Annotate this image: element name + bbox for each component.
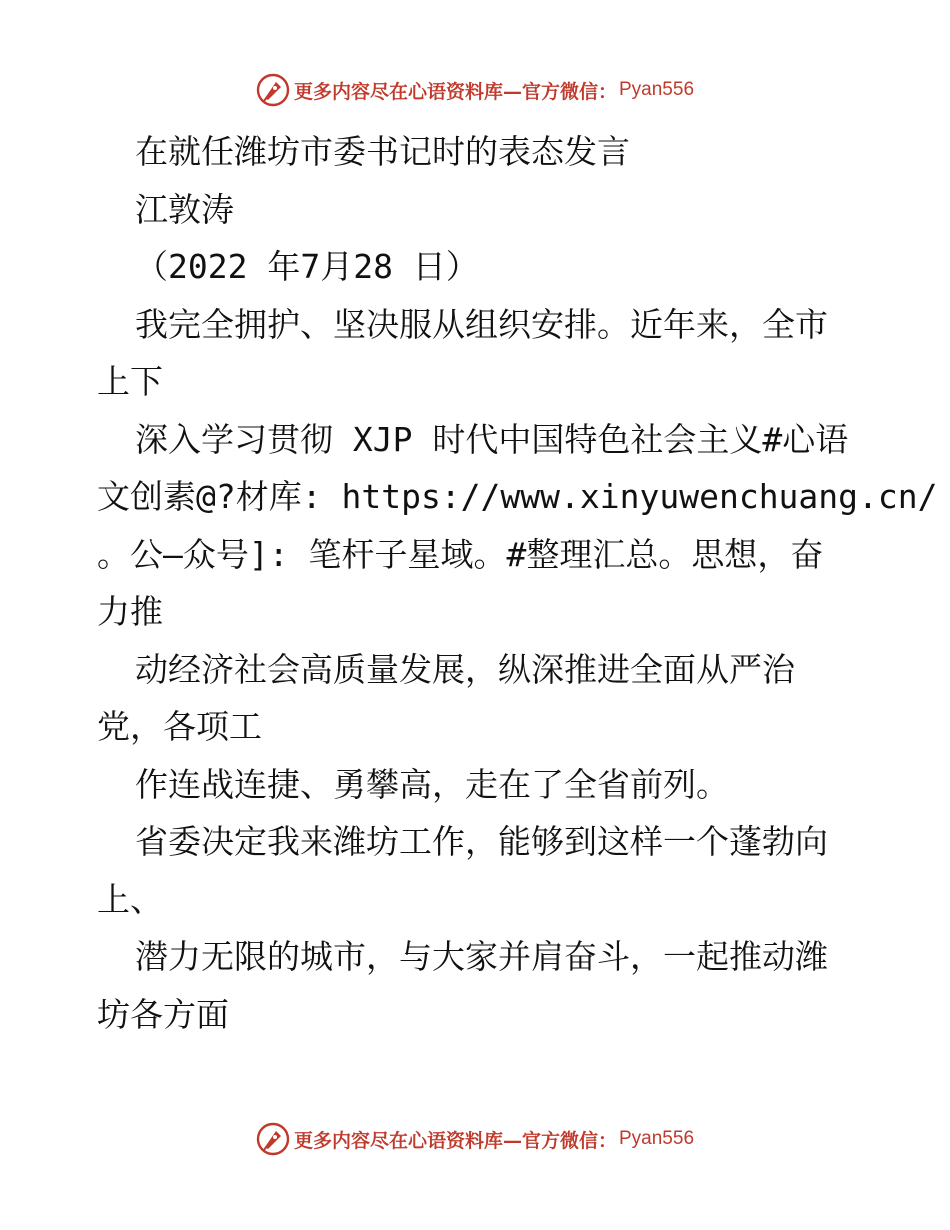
text-line: 文创素@?材库: https://www.xinyuwenchuang.cn/ <box>97 477 938 516</box>
doc-author: 江敦涛 <box>135 189 234 229</box>
text-line: 深入学习贯彻 XJP 时代中国特色社会主义#心语 <box>135 419 849 459</box>
banner-wechat-id: Pyan556 <box>619 1128 695 1149</box>
text-line: 力推 <box>97 592 163 631</box>
text-line: 潜力无限的城市，与大家并肩奋斗，一起推动潍 <box>135 937 828 976</box>
text-line: 我完全拥护、坚决服从组织安排。近年来，全市 <box>135 304 828 344</box>
text-line: 动经济社会高质量发展，纵深推进全面从严治 <box>135 649 795 689</box>
text-line: 省委决定我来潍坊工作，能够到这样一个蓬勃向 <box>135 822 828 861</box>
header-banner <box>0 70 950 110</box>
footer-banner <box>0 1119 950 1159</box>
banner-wechat-id: Pyan556 <box>619 79 695 100</box>
text-line: 上下 <box>97 362 163 401</box>
banner-wechat-label: 官方微信： <box>521 1129 617 1152</box>
document-body <box>97 123 938 1043</box>
text-line: 作连战连捷、勇攀高，走在了全省前列。 <box>135 764 729 804</box>
doc-date: （2022 年7月28 日） <box>135 247 479 286</box>
text-line: 上、 <box>97 879 163 919</box>
banner-site-text: 更多内容尽在心语资料库— <box>293 80 522 103</box>
text-line: 坊各方面 <box>97 994 229 1034</box>
doc-title: 在就任潍坊市委书记时的表态发言 <box>135 132 630 171</box>
pen-nib-logo-icon <box>256 73 290 107</box>
text-line: 。公—众号]: 笔杆子星域。#整理汇总。思想，奋 <box>97 534 824 574</box>
banner-site-text: 更多内容尽在心语资料库— <box>293 1129 522 1152</box>
banner-wechat-label: 官方微信： <box>521 80 617 103</box>
text-line: 党，各项工 <box>97 707 262 746</box>
pen-nib-logo-icon <box>256 1122 290 1156</box>
